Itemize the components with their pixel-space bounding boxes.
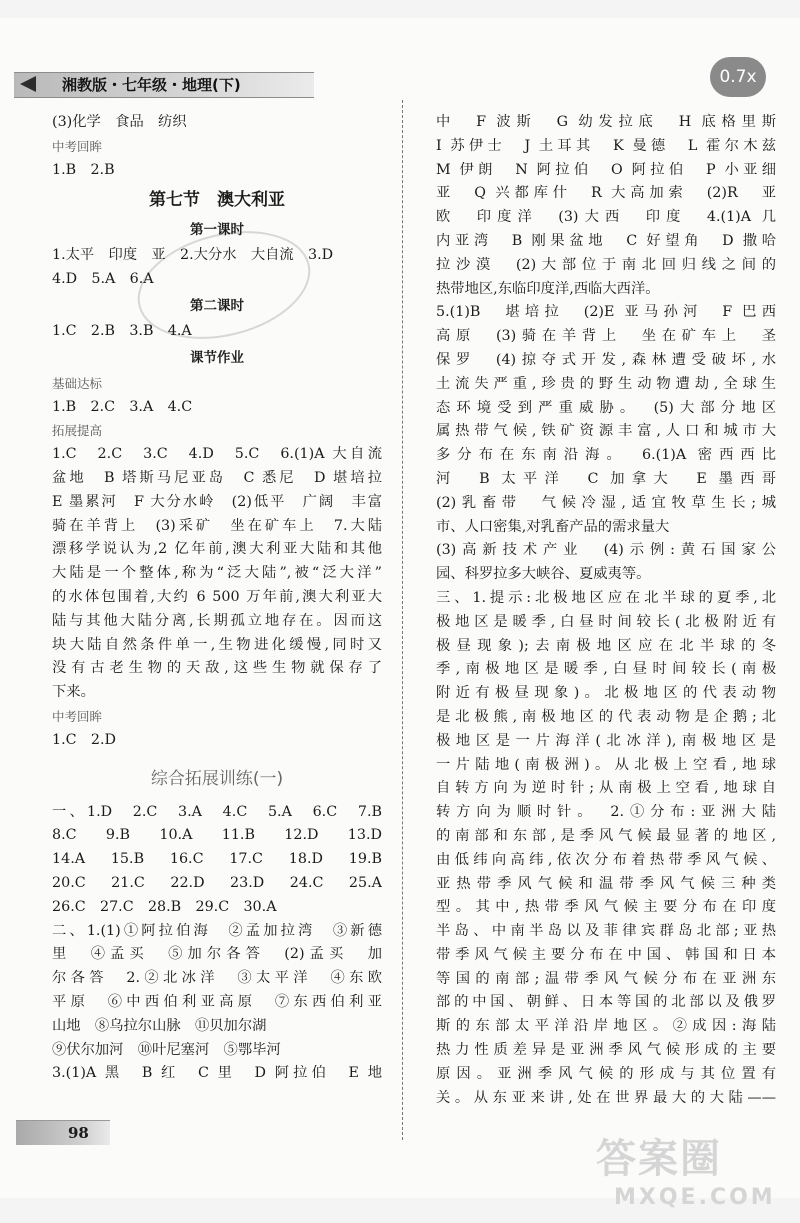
exercise-title: 综合拓展训练(一)	[150, 768, 284, 789]
answer-line: 热带地区,东临印度洋,西临大西洋。	[436, 280, 660, 297]
answer-line: 极地区是暖季,白昼时间较长(北极附近有	[436, 613, 776, 630]
subheading-exam-review: 中考回眸	[52, 708, 103, 724]
answer-line: 陆与其他大陆分离,长期孤立地存在。因而这	[52, 612, 382, 629]
right-column	[436, 111, 776, 1110]
answer-line: 14.A 15.B 16.C 17.C 18.D 19.B	[52, 851, 382, 868]
answer-line: 1.C 2.C 3.C 4.D 5.C 6.(1)A 大自流	[52, 446, 382, 463]
answer-line: 属热带气候,铁矿资源丰富,人口和城市大	[436, 423, 776, 440]
left-column	[52, 111, 382, 1086]
answer-line: 里 ④孟买 ⑤加尔各答 (2)孟买 加	[52, 946, 382, 963]
site-watermark	[596, 1134, 796, 1220]
answer-line: 等国的南部;温带季风气候分布在亚洲东	[436, 970, 776, 987]
answer-line: 中 F 波斯 G 幼发拉底 H 底格里斯	[436, 114, 776, 130]
answer-line: 拉沙漠 (2)大部位于南北回归线之间的	[436, 256, 776, 273]
answer-line: 高原 (3)骑在羊背上 坐在矿车上 圣	[436, 328, 776, 345]
playback-speed-button[interactable]: 0.7x	[710, 57, 766, 97]
answer-line: 斯的东部太平洋沿岸地区。②成因:海陆	[436, 1018, 776, 1035]
answer-line: 尔各答 2.②北冰洋 ③太平洋 ④东欧	[52, 970, 382, 987]
answer-line: 盆地 B 塔斯马尼亚岛 C 悉尼 D 堪培拉	[52, 469, 382, 486]
answer-line: 骑在羊背上 (3)采矿 坐在矿车上 7.大陆	[52, 517, 382, 534]
lesson-title: 第二课时	[190, 297, 244, 314]
answer-line: 多分布在东南沿海。 6.(1)A 密西西比	[436, 447, 776, 464]
answer-line: 一片陆地(南极洲)。从北极上空看,地球	[436, 756, 776, 773]
answer-line: 没有古老生物的天敌,这些生物就保存了	[52, 660, 382, 677]
answer-line: 欧 印度洋 (3)大西 印度 4.(1)A 几	[436, 209, 776, 226]
back-arrow-icon[interactable]	[20, 76, 36, 92]
answer-line: 4.D 5.A 6.A	[52, 271, 154, 288]
watermark-domain: MXQE.COM	[614, 1185, 776, 1210]
answer-line: 型。其中,热带季风气候主要分布在印度	[436, 899, 776, 916]
answer-line: 的水体包围着,大约 6 500 万年前,澳大利亚大	[52, 588, 382, 605]
answer-line: 二、1.(1)①阿拉伯海 ②孟加拉湾 ③新德	[52, 922, 382, 939]
answer-line: 由低纬向高纬,依次分布着热带季风气候、	[436, 851, 776, 868]
homework-title: 课节作业	[190, 349, 244, 366]
answer-line: 园、科罗拉多大峡谷、夏威夷等。	[436, 566, 651, 583]
answer-line: 20.C 21.C 22.D 23.D 24.C 25.A	[52, 874, 382, 891]
lesson-title: 第一课时	[190, 222, 244, 239]
answer-line: 1.太平 印度 亚 2.大分水 大自流 3.D	[52, 247, 334, 264]
answer-line: 1.B 2.B	[52, 161, 115, 178]
answer-line: 附近有极昼现象)。北极地区的代表动物	[436, 685, 776, 702]
answer-line: 热力性质差异是亚洲季风气候形成的主要	[436, 1042, 776, 1059]
answer-line: 极昼现象);去南极地区应在北半球的冬	[436, 637, 776, 654]
answer-line: I 苏伊士 J 土耳其 K 曼德 L 霍尔木兹	[436, 137, 776, 154]
answer-line: 季,南极地区是暖季,白昼时间较长(南极	[436, 661, 776, 678]
answer-line: 5.(1)B 堪培拉 (2)E 亚马孙河 F 巴西	[436, 304, 776, 321]
answer-line: 平原 ⑥中西伯利亚高原 ⑦东西伯利亚	[52, 993, 382, 1010]
answer-line: 的南部和东部,是季风气候最显著的地区,	[436, 827, 776, 844]
answer-line: 土流失严重,珍贵的野生动物遭劫,全球生	[436, 375, 776, 392]
watermark-logo-text: 答案圈	[596, 1136, 722, 1182]
answer-line: E 墨累河 F 大分水岭 (2)低平 广阔 丰富	[52, 493, 382, 510]
answer-line: 内亚湾 B 刚果盆地 C 好望角 D 撒哈	[436, 232, 776, 249]
answer-line: 河 B 太平洋 C 加拿大 E 墨西哥	[436, 470, 776, 487]
answer-line: 大陆是一个整体,称为“泛大陆”,被“泛大洋”	[52, 565, 382, 582]
answer-line: 是北极熊,南极地区的代表动物是企鹅;北	[436, 708, 776, 725]
answer-line: 保罗 (4)掠夺式开发,森林遭受破坏,水	[436, 351, 776, 368]
answer-line: 市、人口密集,对乳畜产品的需求量大	[436, 518, 670, 535]
answer-line: (2)乳畜带 气候冷湿,适宜牧草生长;城	[436, 494, 776, 511]
answer-line: 1.C 2.B 3.B 4.A	[52, 322, 192, 339]
answer-line: 关。从东亚来讲,处在世界最大的大陆——	[436, 1089, 776, 1106]
answer-line: M 伊朗 N 阿拉伯 O 阿拉伯 P 小亚细	[436, 161, 776, 178]
answer-line: 原因。亚洲季风气候的形成与其位置有	[436, 1065, 776, 1082]
page-number-tab	[16, 1120, 110, 1145]
answer-line: 山地 ⑧乌拉尔山脉 ⑪贝加尔湖	[52, 1017, 267, 1034]
answer-line: 半岛、中南半岛以及菲律宾群岛北部;亚热	[436, 923, 776, 940]
answer-line: 漂移学说认为,2 亿年前,澳大利亚大陆和其他	[52, 541, 382, 558]
book-title: 湘教版・七年级・地理(下)	[62, 76, 241, 94]
answer-line: ⑨伏尔加河 ⑩叶尼塞河 ⑤鄂毕河	[52, 1041, 281, 1058]
column-divider	[402, 100, 403, 1140]
answer-line: 自转方向为逆时针;从南极上空看,地球自	[436, 780, 776, 797]
page-number: 98	[68, 1124, 89, 1142]
answer-line: 三、1.提示:北极地区应在北半球的夏季,北	[436, 589, 776, 606]
answer-line: 极地区是一片海洋(北冰洋),南极地区是	[436, 732, 776, 749]
answer-line: 亚 Q 兴都库什 R 大高加索 (2)R 亚	[436, 185, 776, 202]
answer-line: 3.(1)A 黑 B 红 C 里 D 阿拉伯 E 地	[52, 1065, 382, 1082]
answer-line: 亚热带季风气候和温带季风气候三种类	[436, 875, 776, 892]
subheading-exam-review: 中考回眸	[52, 138, 103, 154]
answer-line: 块大陆自然条件单一,生物进化缓慢,同时又	[52, 636, 382, 653]
answer-line: 带季风气候主要分布在中国、韩国和日本	[436, 946, 776, 963]
answer-line: (3)化学 食品 纺织	[52, 114, 187, 130]
answer-line: 一、1.D 2.C 3.A 4.C 5.A 6.C 7.B	[52, 803, 382, 820]
answer-line: 部的中国、朝鲜、日本等国的北部以及俄罗	[436, 994, 776, 1011]
answer-line: 1.C 2.D	[52, 731, 116, 748]
answer-line: 态环境受到严重威胁。 (5)大部分地区	[436, 399, 776, 416]
answer-line: 1.B 2.C 3.A 4.C	[52, 398, 193, 415]
subheading-basic: 基础达标	[52, 375, 103, 391]
answer-line: 转方向为顺时针。 2.①分布:亚洲大陆	[436, 804, 776, 821]
section-title: 第七节 澳大利亚	[149, 190, 285, 211]
answer-line: 8.C 9.B 10.A 11.B 12.D 13.D	[52, 827, 382, 844]
subheading-extension: 拓展提高	[52, 423, 103, 439]
answer-line: 26.C 27.C 28.B 29.C 30.A	[52, 898, 277, 915]
answer-line: 下来。	[52, 684, 95, 701]
answer-line: (3)高新技术产业 (4)示例:黄石国家公	[436, 542, 776, 559]
